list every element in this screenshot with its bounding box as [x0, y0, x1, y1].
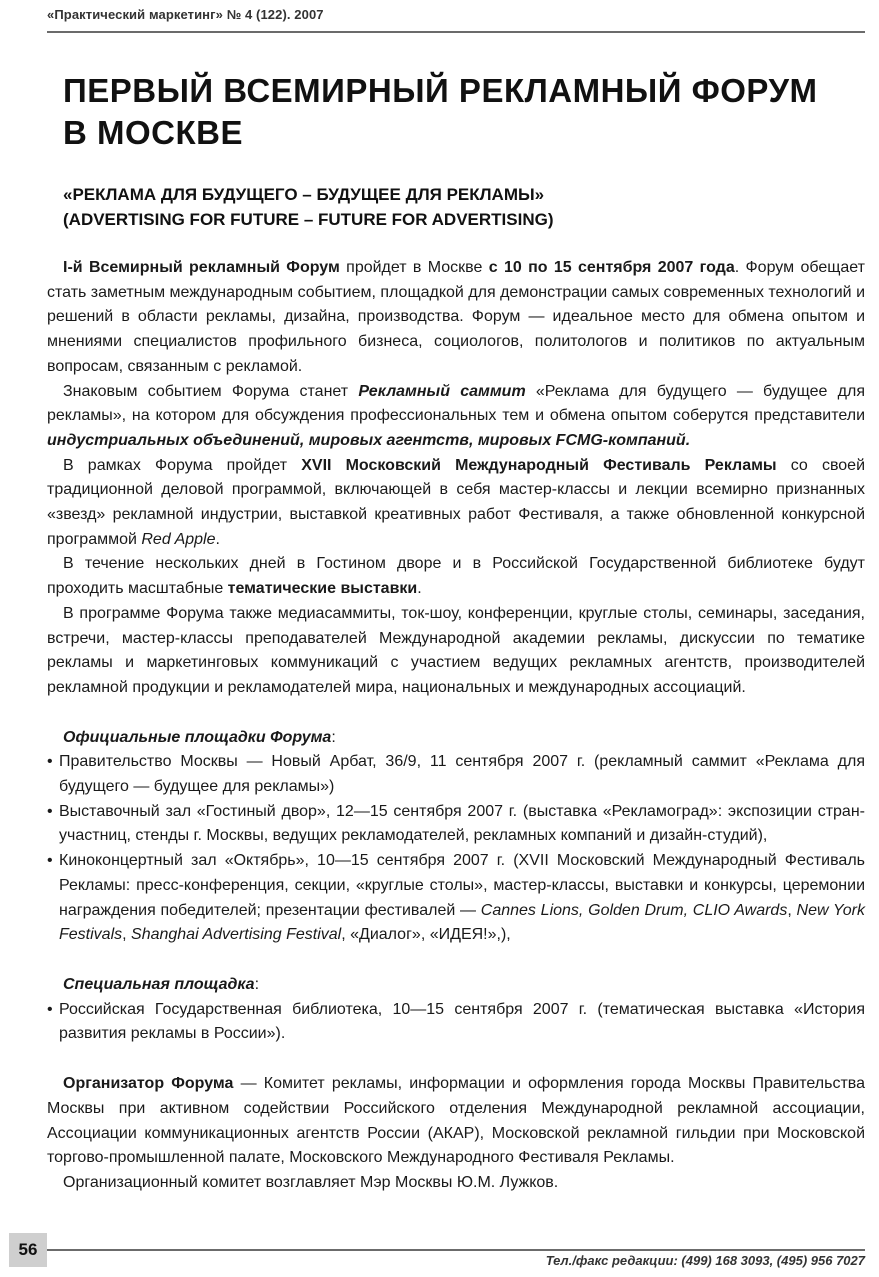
list-item: • Российская Государственная библиотека, 10—15 сентября 2007 г. (тематическая выставка «История развития рекламы в России»). — [47, 998, 865, 1047]
exhibitions-emphasis: тематические выставки — [227, 580, 418, 598]
red-apple: Red Apple — [141, 530, 216, 548]
paragraph-program: В программе Форума также медиасаммиты, ток-шоу, конференции, круглые столы, семинары, заседания, встречи, мастер-классы преподавателей Международной академии рекламы, дискуссии по тематике рекламы и маркетинговых коммуникаций с участием ведущих рекламных агентств, производителей рекламной продукции и рекламодателей мира, национальных и международных ассоциаций. — [47, 604, 865, 696]
spacer — [47, 948, 865, 973]
spacer — [47, 701, 865, 726]
subtitle-line-1: «РЕКЛАМА ДЛЯ БУДУЩЕГО – БУДУЩЕЕ ДЛЯ РЕКЛАМЫ» — [63, 185, 545, 204]
special-venue-heading: Специальная площадка: — [63, 975, 260, 993]
article-title — [63, 70, 853, 154]
title-line-1: ПЕРВЫЙ ВСЕМИРНЫЙ РЕКЛАМНЫЙ ФОРУМ — [63, 72, 818, 109]
title-line-2: В МОСКВЕ — [63, 114, 243, 151]
paragraph-closing: Организационный комитет возглавляет Мэр Москвы Ю.М. Лужков. — [63, 1173, 559, 1191]
paragraph-organizer: Организатор Форума — Комитет рекламы, информации и оформления города Москвы Правительства Москвы при активном содействии Российского отделения Международной рекламной ассоциации, Ассоциации коммуникационных агентств России (АКАР), Московской рекламной гильдии при Московской торгово-промышленной палате, Московского Международного Фестиваля Рекламы. — [47, 1075, 865, 1167]
list-item: • Правительство Москвы — Новый Арбат, 36/9, 11 сентября 2007 г. (рекламный саммит «Реклама для будущего — будущее для рекламы») — [47, 750, 865, 799]
participants-emphasis: индустриальных объединений, мировых агентств, мировых FCMG-компаний. — [47, 431, 691, 449]
summit-name: Рекламный саммит — [358, 382, 526, 400]
editorial-contacts: Тел./факс редакции: (499) 168 3093, (495) 956 7027 — [545, 1253, 865, 1268]
footer-divider — [47, 1249, 865, 1251]
header-divider — [47, 31, 865, 33]
article-subtitle — [63, 182, 853, 232]
article-body — [47, 256, 865, 1196]
official-venues-list — [47, 750, 865, 948]
festival-name: XVII Московский Международный Фестиваль Рекламы — [301, 456, 777, 474]
page-number: 56 — [9, 1233, 47, 1267]
spacer — [47, 1047, 865, 1072]
paragraph-intro: I-й Всемирный рекламный Форум пройдет в Москве с 10 по 15 сентября 2007 года. Форум обещает стать заметным международным событием, площадкой для демонстрации самых современных технологий и решений в области рекламы, дизайна, производства. Форум — идеальное место для обмена опытом и мнениями специалистов профильного бизнеса, социологов, политологов и политиков по актуальным вопросам, связанным с рекламой. — [47, 259, 865, 375]
journal-header: «Практический маркетинг» № 4 (122). 2007 — [47, 7, 324, 22]
special-venue-list — [47, 998, 865, 1047]
forum-dates: с 10 по 15 сентября 2007 года — [488, 259, 735, 276]
paragraph-festival: В рамках Форума пройдет XVII Московский Международный Фестиваль Рекламы со своей традиционной деловой программой, включающей в себя мастер-классы и лекции всемирно признанных «звезд» рекламной индустрии, выставкой креативных работ Фестиваля, а также обновленной конкурсной программой Red Apple. — [47, 456, 866, 548]
paragraph-summit: Знаковым событием Форума станет Рекламный саммит «Реклама для будущего — будущее для рекламы», на котором для обсуждения профессиональных тем и обмена опытом соберутся представители индустриальных объединений, мировых агентств, мировых FCMG-компаний. — [47, 382, 865, 449]
list-item: • Выставочный зал «Гостиный двор», 12—15 сентября 2007 г. (выставка «Рекламоград»: экспозиции стран-участниц, стенды г. Москвы, ведущих рекламодателей, рекламных компаний и дизайн-студий), — [47, 800, 865, 849]
subtitle-line-2: (ADVERTISING FOR FUTURE – FUTURE FOR ADVERTISING) — [63, 210, 554, 229]
paragraph-exhibitions: В течение нескольких дней в Гостином дворе и в Российской Государственной библиотеке будут проходить масштабные тематические выставки. — [47, 555, 865, 598]
forum-name: I-й Всемирный рекламный Форум — [63, 259, 340, 276]
organizer-label: Организатор Форума — [63, 1075, 234, 1093]
official-venues-heading: Официальные площадки Форума: — [63, 728, 336, 746]
list-item: • Киноконцертный зал «Октябрь», 10—15 сентября 2007 г. (XVII Московский Международный Фестиваль Рекламы: пресс-конференция, секции, «круглые столы», мастер-классы, выставки и конкурсы, церемонии награждения победителей; презентации фестивалей — Cannes Lions, Golden Drum, CLIO Awards, New York Festivals, Shanghai Advertising Festival, «Диалог», «ИДЕЯ!»,), — [47, 849, 865, 948]
